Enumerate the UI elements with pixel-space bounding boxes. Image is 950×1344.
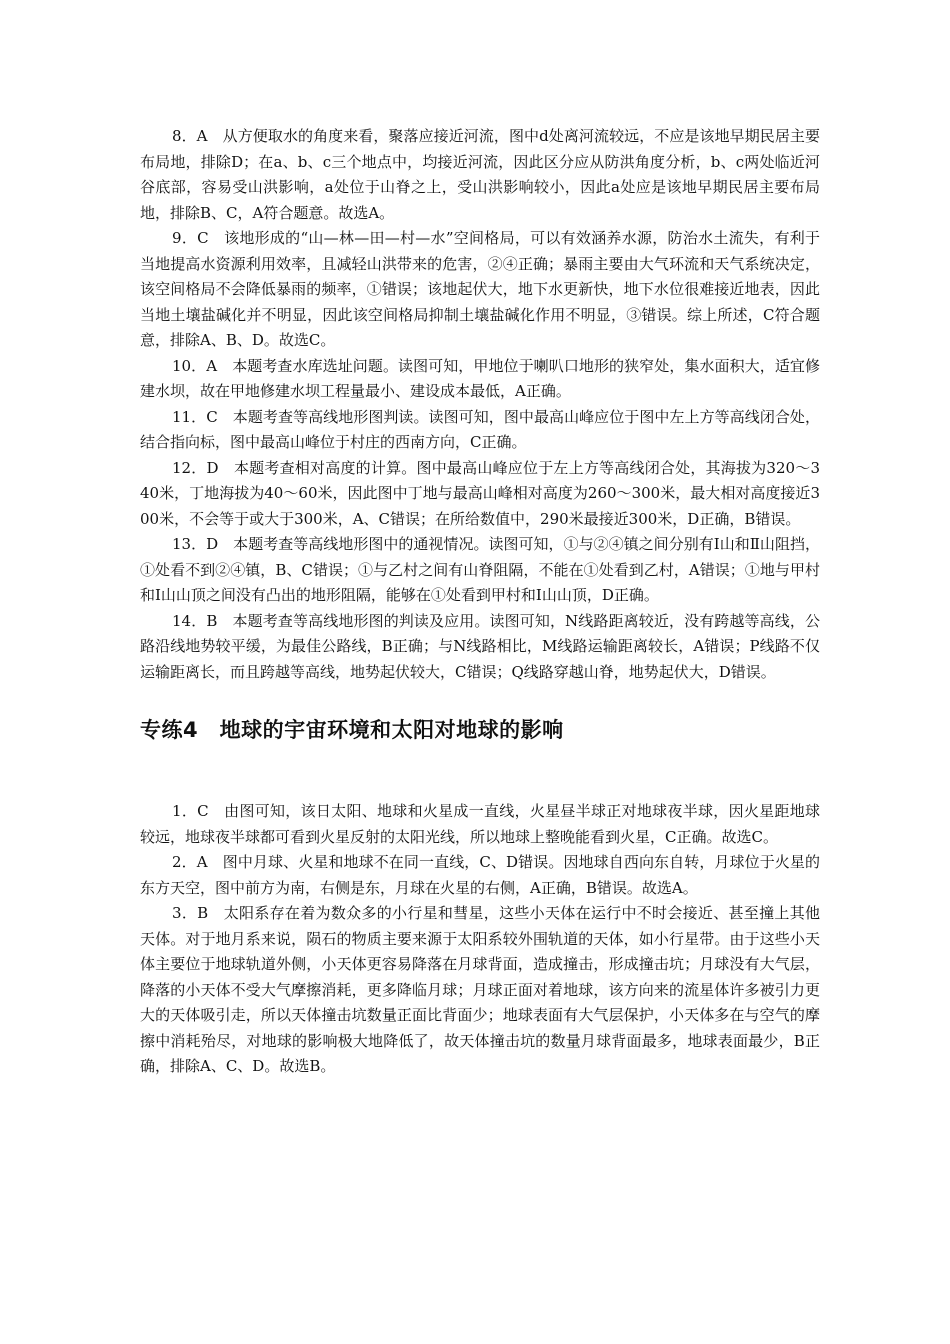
answer-11: 11．C 本题考查等高线地形图判读。读图可知，图中最高山峰应位于图中左上方等高线闭合处，结合指向标，图中最高山峰位于村庄的西南方向，C正确。 <box>140 407 820 451</box>
answer-10: 10．A 本题考查水库选址问题。读图可知，甲地位于喇叭口地形的狭窄处，集水面积大，适宜修建水坝，故在甲地修建水坝工程量最小、建设成本最低，A正确。 <box>140 356 820 400</box>
document-page <box>140 124 820 1080</box>
answer-8: 8．A 从方便取水的角度来看，聚落应接近河流，图中d处离河流较远，不应是该地早期民居主要布局地，排除D；在a、b、c三个地点中，均接近河流，因此区分应从防洪角度分析，b、c两处临近河谷底部，容易受山洪影响，a处位于山脊之上，受山洪影响较小，因此a处应是该地早期民居主要布局地，排除B、C，A符合题意。故选A。 <box>140 127 820 222</box>
answer-9: 9．C 该地形成的“山—林—田—村—水”空间格局，可以有效涵养水源，防治水土流失，有利于当地提高水资源利用效率，且减轻山洪带来的危害，②④正确；暴雨主要由大气环流和天气系统决定，该空间格局不会降低暴雨的频率，①错误；该地起伏大，地下水更新快，地下水位很难接近地表，因此当地土壤盐碱化并不明显，因此该空间格局抑制土壤盐碱化作用不明显，③错误。综上所述，C符合题意，排除A、B、D。故选C。 <box>140 229 820 349</box>
answer-13: 13．D 本题考查等高线地形图中的通视情况。读图可知，①与②④镇之间分别有Ⅰ山和Ⅱ山阻挡，①处看不到②④镇，B、C错误；①与乙村之间有山脊阻隔，不能在①处看到乙村，A错误；①地与甲村和Ⅰ山山顶之间没有凸出的地形阻隔，能够在①处看到甲村和Ⅰ山山顶，D正确。 <box>140 535 820 604</box>
answer-12: 12．D 本题考查相对高度的计算。图中最高山峰应位于左上方等高线闭合处，其海拔为320～340米，丁地海拔为40～60米，因此图中丁地与最高山峰相对高度为260～300米，最大相对高度接近300米，不会等于或大于300米，A、C错误；在所给数值中，290米最接近300米，D正确，B错误。 <box>140 458 820 528</box>
answer-14: 14．B 本题考查等高线地形图的判读及应用。读图可知，N线路距离较近，没有跨越等高线，公路沿线地势较平缓，为最佳公路线，B正确；与N线路相比，M线路运输距离较长，A错误；P线路不仅运输距离长，而且跨越等高线，地势起伏较大，C错误；Q线路穿越山脊，地势起伏大，D错误。 <box>140 611 820 681</box>
section-answer-1: 1．C 由图可知，该日太阳、地球和火星成一直线，火星昼半球正对地球夜半球，因火星距地球较远，地球夜半球都可看到火星反射的太阳光线，所以地球上整晚能看到火星，C正确。故选C。 <box>140 802 820 846</box>
section-answer-2: 2．A 图中月球、火星和地球不在同一直线，C、D错误。因地球自西向东自转，月球位于火星的东方天空，图中前方为南，右侧是东，月球在火星的右侧，A正确，B错误。故选A。 <box>140 853 820 897</box>
section-answer-3: 3．B 太阳系存在着为数众多的小行星和彗星，这些小天体在运行中不时会接近、甚至撞上其他天体。对于地月系来说，陨石的物质主要来源于太阳系较外围轨道的天体，如小行星带。由于这些小天体主要位于地球轨道外侧，小天体更容易降落在月球背面，造成撞击，形成撞击坑；月球没有大气层，降落的小天体不受大气摩擦消耗，更多降临月球；月球正面对着地球，该方向来的流星体许多被引力更大的天体吸引走，所以天体撞击坑数量正面比背面少；地球表面有大气层保护，小天体多在与空气的摩擦中消耗殆尽，对地球的影响极大地降低了，故天体撞击坑的数量月球背面最多，地球表面最少，B正确，排除A、C、D。故选B。 <box>140 904 820 1075</box>
section-title: 专练4 地球的宇宙环境和太阳对地球的影响 <box>140 718 564 742</box>
